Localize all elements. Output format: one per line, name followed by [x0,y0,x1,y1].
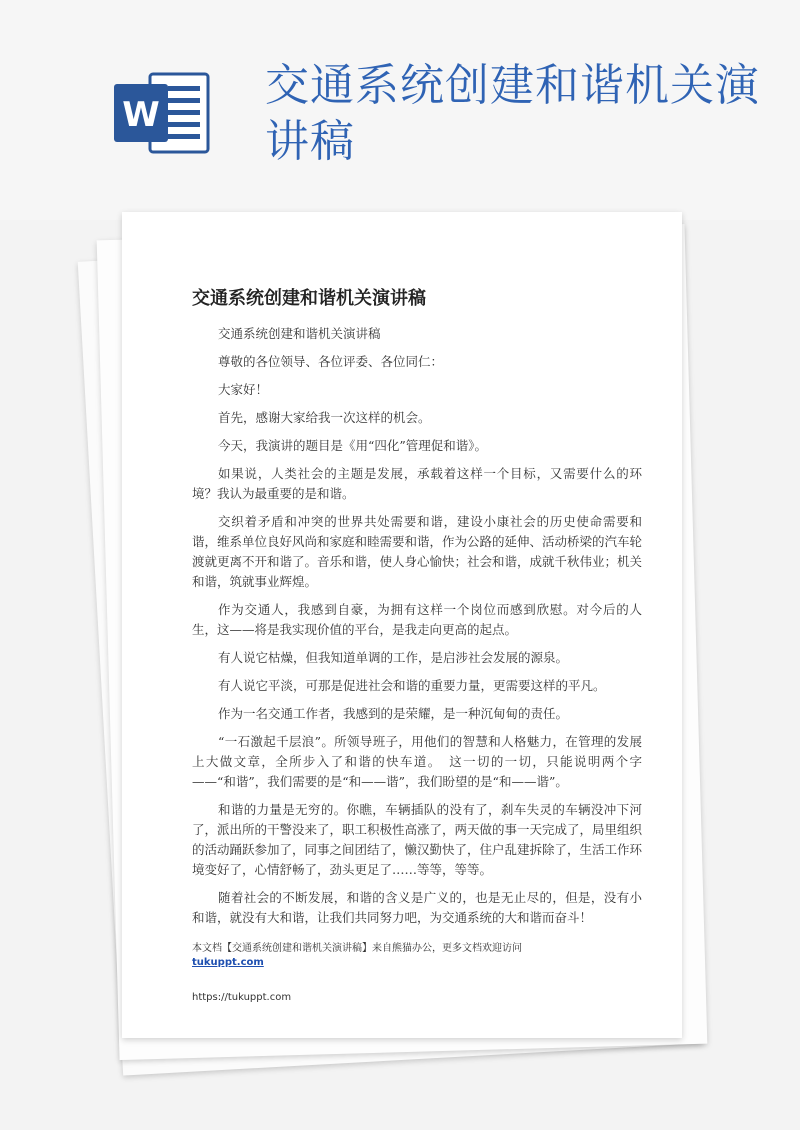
footer-note-text: 本文档【交通系统创建和谐机关演讲稿】来自熊猫办公，更多文档欢迎访问 [192,943,522,954]
svg-text:W: W [122,95,160,135]
document-paragraph: 和谐的力量是无穷的。你瞧，车辆插队的没有了，刹车失灵的车辆没冲下河了，派出所的干警没来了，职工积极性高涨了，两天做的事一天完成了，局里组织的活动踊跃参加了，同事之间团结了，懒汉勤快了，住户乱建拆除了，生活工作环境变好了，心情舒畅了，劲头更足了……等等，等等。 [192,802,643,877]
document-paragraph: 作为一名交通工作者，我感到的是荣耀，是一种沉甸甸的责任。 [218,706,569,721]
document-paragraph: 尊敬的各位领导、各位评委、各位同仁： [218,354,444,369]
document-paragraph: 作为交通人，我感到自豪，为拥有这样一个岗位而感到欣慰。对今后的人生，这——将是我实现价值的平台，是我走向更高的起点。 [192,602,642,637]
document-page [122,212,682,1038]
document-title: 交通系统创建和谐机关演讲稿 [192,288,426,309]
footer-note [192,942,652,970]
document-paragraph: “一石激起千层浪”。所领导班子，用他们的智慧和人格魅力，在管理的发展上大做文章，全所步入了和谐的快车道。 这一切的一切，只能说明两个字——“和谐”，我们需要的是“和——谐”，我们盼望的是“和——谐”。 [192,734,642,789]
footer-link[interactable]: tukuppt.com [192,957,264,968]
document-paragraph: 有人说它枯燥，但我知道单调的工作，是启涉社会发展的源泉。 [218,650,569,665]
document-body [192,324,642,936]
document-paragraph: 交通系统创建和谐机关演讲稿 [218,326,381,341]
page-title: 交通系统创建和谐机关演讲稿 [265,60,760,167]
document-paragraph: 随着社会的不断发展，和谐的含义是广义的，也是无止尽的，但是，没有小和谐，就没有大和谐，让我们共同努力吧，为交通系统的大和谐而奋斗！ [192,890,642,925]
document-paragraph: 有人说它平淡，可那是促进社会和谐的重要力量，更需要这样的平凡。 [218,678,606,693]
document-paragraph: 大家好！ [218,382,269,397]
document-paragraph: 如果说，人类社会的主题是发展，承载着这样一个目标，又需要什么的环境？我认为最重要的是和谐。 [192,466,642,501]
document-paragraph: 首先，感谢大家给我一次这样的机会。 [218,410,431,425]
word-document-icon [112,70,212,156]
document-paragraph: 今天，我演讲的题目是《用“四化”管理促和谐》。 [218,438,488,453]
footer-url[interactable]: https://tukuppt.com [192,992,292,1003]
document-paragraph: 交织着矛盾和冲突的世界共处需要和谐，建设小康社会的历史使命需要和谐，维系单位良好风尚和家庭和睦需要和谐，作为公路的延伸、活动桥梁的汽车轮渡就更离不开和谐了。音乐和谐，使人身心愉快；社会和谐，成就千秋伟业；机关和谐，筑就事业辉煌。 [192,514,643,589]
